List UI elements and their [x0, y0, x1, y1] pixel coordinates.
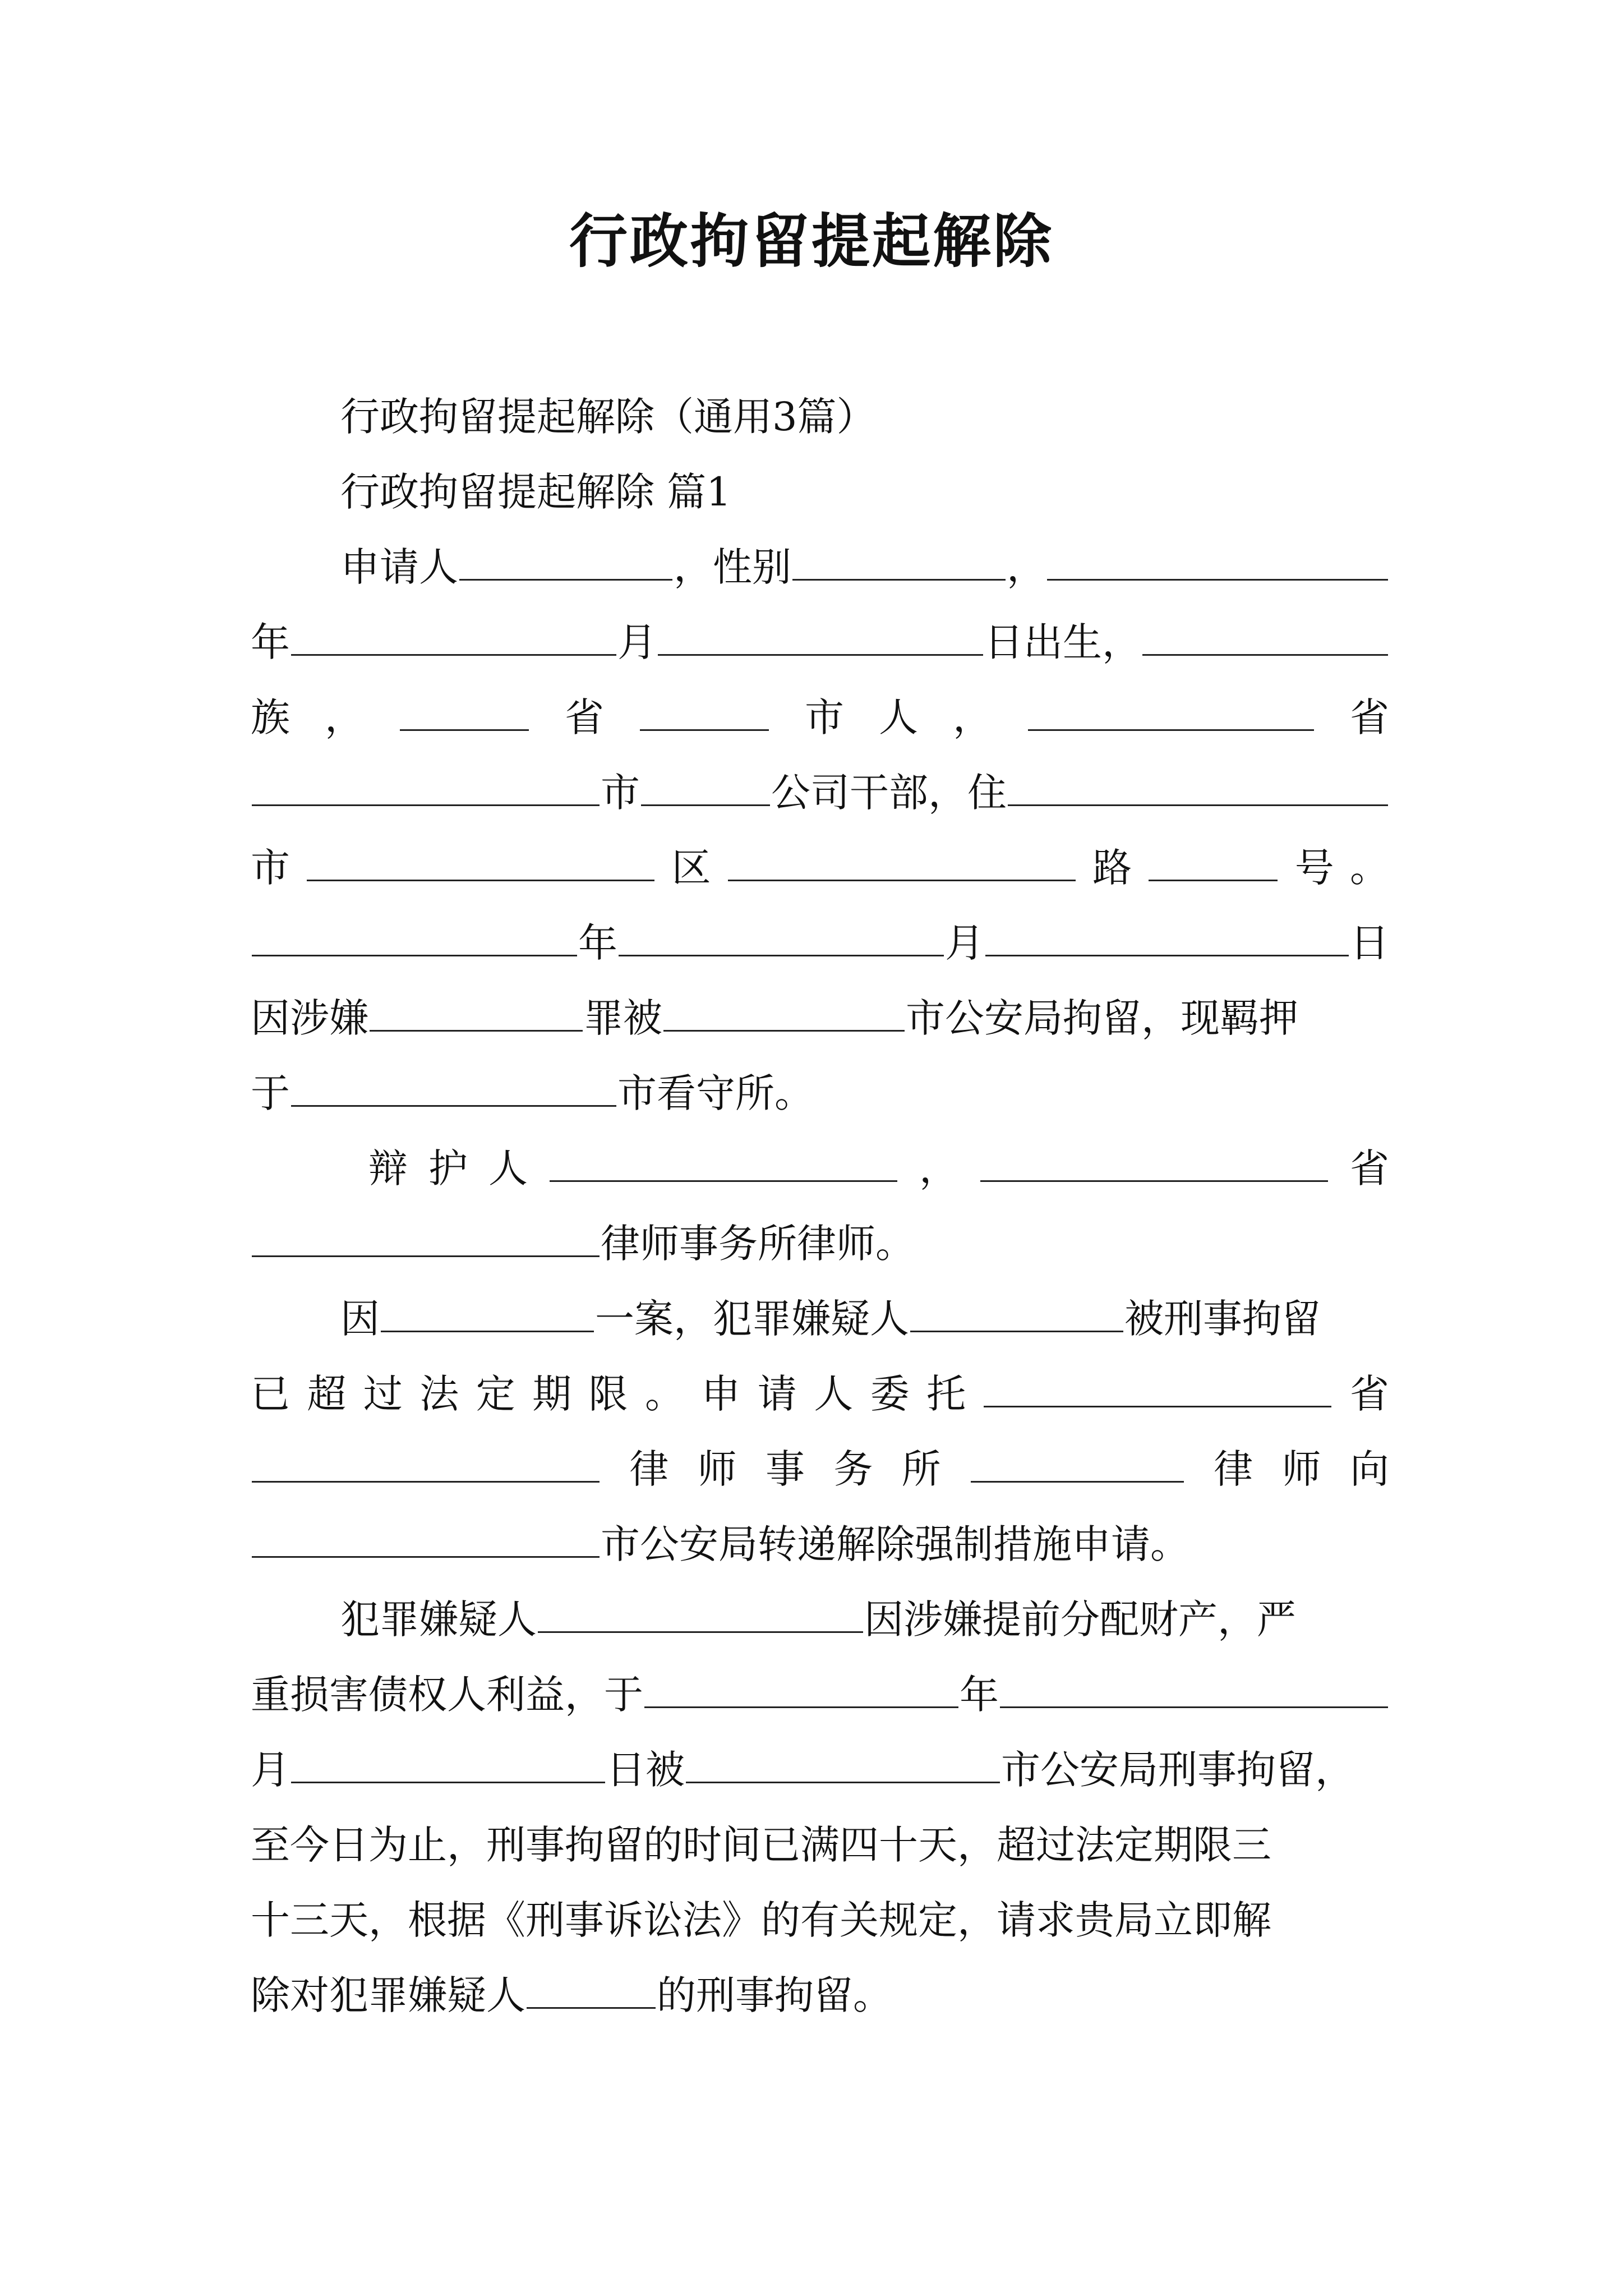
- text-segment: 月: [617, 619, 657, 665]
- text-segment: 托: [926, 1371, 966, 1417]
- text-segment: 族: [251, 694, 290, 740]
- text-segment: 事: [765, 1446, 805, 1492]
- paragraph-line: [251, 755, 1389, 830]
- text-segment: 法: [419, 1371, 459, 1417]
- paragraph-line: [251, 1507, 1389, 1582]
- fill-blank: [644, 1672, 958, 1708]
- text-segment: 市公安局刑事拘留，: [1001, 1747, 1354, 1793]
- fill-blank: [538, 1596, 863, 1633]
- fill-blank: [984, 1371, 1331, 1407]
- text-segment: 期: [532, 1371, 572, 1417]
- subtitle-text: 行政拘留提起解除（通用3篇）: [340, 394, 876, 440]
- paragraph-line: [251, 1807, 1389, 1883]
- fill-blank: [1047, 544, 1388, 581]
- text-segment: 被刑事拘留: [1124, 1296, 1321, 1342]
- paragraph-line: [251, 981, 1389, 1056]
- fill-blank: [370, 995, 583, 1032]
- fill-blank: [291, 1070, 616, 1107]
- text-segment: 路: [1092, 845, 1132, 891]
- text-segment: 省: [565, 694, 604, 740]
- text-segment: ，性别: [674, 544, 791, 590]
- text-segment: 区: [671, 845, 711, 891]
- text-segment: 过: [363, 1371, 403, 1417]
- fill-blank: [641, 770, 770, 806]
- paragraph-line: [251, 1732, 1389, 1807]
- text-segment: 犯罪嫌疑人: [340, 1596, 537, 1642]
- text-segment: 人: [488, 1145, 528, 1191]
- paragraph-line: [251, 1657, 1389, 1732]
- fill-blank: [381, 1296, 594, 1332]
- fill-blank: [980, 1145, 1328, 1182]
- text-segment: 市看守所。: [617, 1070, 814, 1116]
- text-segment: 务: [833, 1446, 873, 1492]
- text-segment: 市公安局拘留，现羁押: [906, 995, 1298, 1041]
- text-segment: 十三天，根据《刑事诉讼法》的有关规定，请求贵局立即解: [251, 1897, 1271, 1943]
- text-segment: 市公安局转递解除强制措施申请。: [601, 1521, 1189, 1567]
- text-segment: 年: [960, 1672, 999, 1718]
- text-segment: ，: [1007, 544, 1046, 590]
- text-segment: 辩: [368, 1145, 408, 1191]
- text-segment: 一案，犯罪嫌疑人: [595, 1296, 909, 1342]
- fill-blank: [640, 694, 769, 731]
- text-segment: 。: [644, 1371, 684, 1417]
- fill-blank: [527, 1972, 656, 2009]
- fill-blank: [252, 1446, 600, 1483]
- text-segment: 除对犯罪嫌疑人: [251, 1972, 525, 2018]
- fill-blank: [291, 619, 616, 656]
- text-segment: 请: [757, 1371, 797, 1417]
- fill-blank: [252, 1221, 600, 1257]
- fill-blank: [658, 619, 983, 656]
- page-title: 行政拘留提起解除: [569, 206, 1054, 275]
- text-segment: 申: [701, 1371, 741, 1417]
- fill-blank: [1149, 845, 1278, 881]
- text-segment: 月: [251, 1747, 290, 1793]
- paragraph-line: [251, 1356, 1389, 1432]
- text-segment: 申请人: [340, 544, 458, 590]
- section-heading: [251, 454, 1389, 530]
- text-segment: 日出生，: [984, 619, 1141, 665]
- fill-blank: [400, 694, 529, 731]
- fill-blank: [728, 845, 1076, 881]
- text-segment: 因涉嫌: [251, 995, 368, 1041]
- text-segment: 市: [601, 770, 640, 816]
- fill-blank: [252, 920, 577, 956]
- paragraph-line: [251, 530, 1389, 605]
- fill-blank: [1028, 694, 1314, 731]
- text-segment: 省: [1350, 694, 1389, 740]
- text-segment: 。: [1349, 845, 1389, 891]
- text-segment: 年: [578, 920, 617, 966]
- text-segment: 市: [805, 694, 844, 740]
- paragraph-line: [251, 1958, 1389, 2033]
- text-segment: 定: [476, 1371, 515, 1417]
- text-segment: 重损害债权人利益，于: [251, 1672, 643, 1718]
- fill-blank: [1008, 770, 1388, 806]
- fill-blank: [307, 845, 654, 881]
- paragraph-line: [251, 1883, 1389, 1958]
- text-segment: 罪被: [584, 995, 662, 1041]
- text-segment: 日被: [606, 1747, 685, 1793]
- text-segment: 省: [1350, 1145, 1389, 1191]
- paragraph-line: [251, 1432, 1389, 1507]
- fill-blank: [985, 920, 1349, 956]
- fill-blank: [619, 920, 944, 956]
- fill-blank: [252, 1521, 600, 1558]
- text-segment: ，: [325, 694, 364, 740]
- fill-blank: [910, 1296, 1123, 1332]
- text-segment: 人: [879, 694, 918, 740]
- text-segment: 人: [814, 1371, 854, 1417]
- text-segment: ，: [919, 1145, 958, 1191]
- paragraph-line: [251, 830, 1389, 905]
- text-segment: 向: [1349, 1446, 1389, 1492]
- paragraph-line: [251, 1281, 1389, 1356]
- text-segment: 因涉嫌提前分配财产，严: [864, 1596, 1296, 1642]
- text-segment: 至今日为止，刑事拘留的时间已满四十天，超过法定期限三: [251, 1822, 1271, 1868]
- paragraph-line: [251, 680, 1389, 755]
- fill-blank: [1142, 619, 1388, 656]
- fill-blank: [1000, 1672, 1388, 1708]
- paragraph-line: [251, 605, 1389, 680]
- fill-blank: [550, 1145, 897, 1182]
- fill-blank: [252, 770, 600, 806]
- text-segment: 号: [1294, 845, 1334, 891]
- text-segment: 律: [1214, 1446, 1253, 1492]
- text-segment: 委: [870, 1371, 910, 1417]
- fill-blank: [792, 544, 1006, 581]
- text-segment: 年: [251, 619, 290, 665]
- text-segment: 限: [588, 1371, 628, 1417]
- fill-blank: [971, 1446, 1184, 1483]
- fill-blank: [686, 1747, 1000, 1783]
- paragraph-line: [251, 1206, 1389, 1281]
- text-segment: 日: [1350, 920, 1389, 966]
- text-segment: 律: [629, 1446, 669, 1492]
- text-segment: 超: [307, 1371, 347, 1417]
- paragraph-line: [251, 1131, 1389, 1206]
- section-heading-text: 行政拘留提起解除 篇1: [340, 469, 731, 515]
- doc-subtitle: [251, 379, 1389, 454]
- text-segment: 因: [340, 1296, 380, 1342]
- text-segment: 护: [428, 1145, 468, 1191]
- fill-blank: [663, 995, 905, 1032]
- text-segment: 公司干部，住: [771, 770, 1007, 816]
- text-segment: ，: [953, 694, 992, 740]
- fill-blank: [291, 1747, 605, 1783]
- text-segment: 于: [251, 1070, 290, 1116]
- paragraph-line: [251, 1056, 1389, 1131]
- fill-blank: [459, 544, 672, 581]
- text-segment: 的刑事拘留。: [657, 1972, 892, 2018]
- text-segment: 省: [1349, 1371, 1389, 1417]
- text-segment: 律师事务所律师。: [601, 1221, 915, 1267]
- text-segment: 月: [945, 920, 984, 966]
- paragraph-line: [251, 905, 1389, 981]
- text-segment: 所: [901, 1446, 941, 1492]
- text-segment: 师: [1281, 1446, 1321, 1492]
- text-segment: 师: [697, 1446, 737, 1492]
- text-segment: 市: [251, 845, 290, 891]
- paragraph-line: [251, 1582, 1389, 1657]
- text-segment: 已: [251, 1371, 290, 1417]
